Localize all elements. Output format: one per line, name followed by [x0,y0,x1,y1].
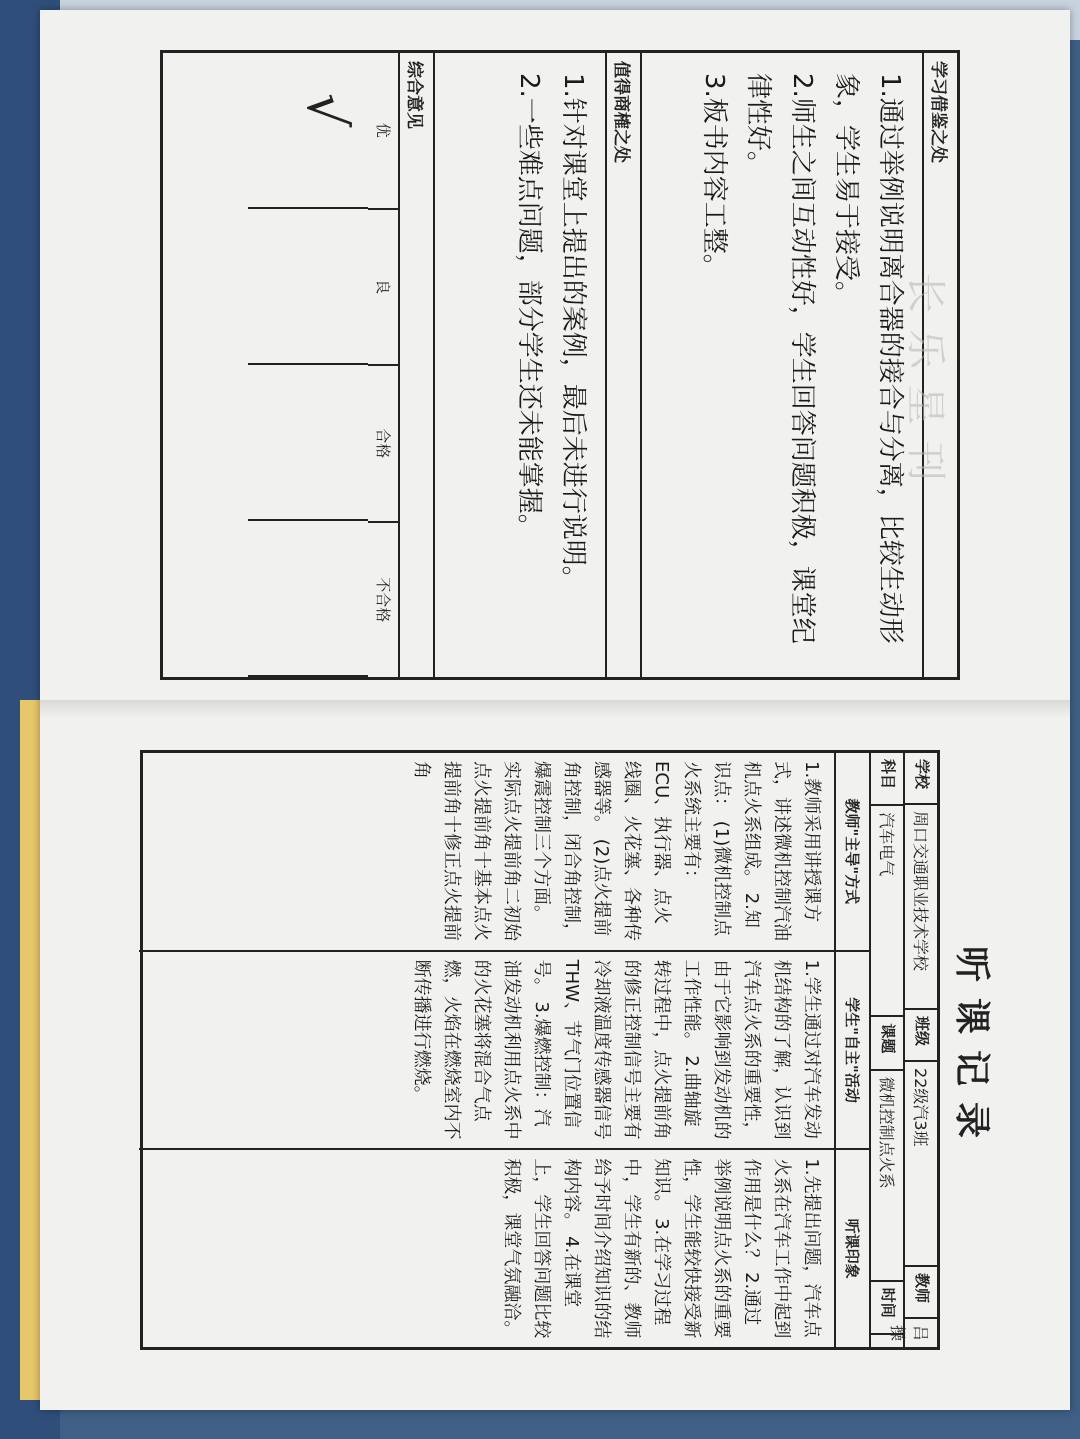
section-discuss-title: 值得商榷之处 [605,53,640,677]
rating-header-row [368,53,400,677]
topic-value: 微机控制点火系 [871,1071,903,1282]
rating-fail-box [248,521,368,677]
student-column [139,952,869,1151]
check-mark: √ [295,93,358,128]
rating-good-box [248,209,368,365]
discuss-section [433,53,605,677]
discuss-item: 1.针对课堂上提出的案例，最后未进行说明。 [558,73,588,592]
class-label: 班级 [905,1010,937,1062]
learn-item: 3.板书内容工整。 [699,73,729,280]
col3-text: 1.先提出问题，汽车点火系在汽车工作中起到作用是什么？ 2.通过举例说明点火系的重要性，学生能较快接受新知识。 3.在学习过程中，学生有新的、教师给予时间介绍知识的结构内容。 4.在课堂上，学生回答问题比较积极，课堂气氛融洽。 [501,1158,822,1339]
col2-header: 学生"自主"活动 [834,952,869,1149]
col1-header: 教师"主导"方式 [834,753,869,950]
discuss-item: 2.一些难点问题，部分学生还未能掌握。 [514,73,544,540]
info-row-2 [869,753,903,1347]
topic-label: 课题 [871,1017,903,1070]
section-eval-title: 综合意见 [404,61,424,129]
rating-excellent-box [248,53,368,209]
rating-excellent: 优 [368,53,398,210]
learn-section [640,53,922,677]
rating-fail: 不合格 [374,577,392,623]
time-value [871,1335,903,1347]
rating-pass-box [248,365,368,521]
notebook-spine [40,700,1070,718]
school-value: 周口交通职业技术学校 [905,805,937,1010]
time-label: 时间 [871,1282,903,1335]
teacher-value: 吕操 [888,1325,930,1342]
col3-header: 听课印象 [834,1150,869,1347]
faint-watermark: 长乐星刊 [902,273,948,497]
record-columns [139,753,869,1347]
teacher-label: 教师 [905,1267,937,1319]
subject-value: 汽车电气 [871,806,903,1017]
top-page-form [160,50,960,680]
class-value: 22级汽3班 [905,1062,937,1267]
teacher-column [139,753,869,952]
record-title: 听课记录 [951,945,992,1154]
school-label: 学校 [905,753,937,805]
learn-item: 2.师生之间互动性好，学生回答问题积极，课堂纪律性好。 [743,73,817,644]
rating-good: 良 [368,210,398,367]
impression-column [139,1150,869,1347]
rating-pass: 合格 [368,366,398,523]
col2-text: 1.学生通过对汽车发动机结构的了解，认识到汽车点火系的重要性，由于它影响到发动机的工作性能。 2.曲轴旋转过程中，点火提前角的修正控制信号主要有冷却液温度传感器信号THW、节气门位置信号。 3.爆燃控制：汽油发动机利用点火系中的火花塞将混合气点燃，火焰在燃烧室内不断传播进行燃烧。 [411,959,822,1140]
subject-label: 科目 [871,753,903,806]
section-learn-title: 学习借鉴之处 [922,53,957,677]
learn-item: 1.通过举例说明离合器的接合与分离，比较生动形象，学生易于接受。 [831,73,905,644]
rating-body-row [248,53,368,677]
bottom-page-form [140,750,1000,1350]
col1-text: 1.教师采用讲授课方式，讲述微机控制汽油机点火系组成。 2.知识点： (1)微机控制点火系统主要有：ECU、执行器、点火线圈、火花塞、各种传感器等。 (2)点火提前角控制，闭合角控制，爆震控制三个方面。 实际点火提前角二初始点火提前角十基本点火提前角十修正点火提前角 [411,761,822,941]
